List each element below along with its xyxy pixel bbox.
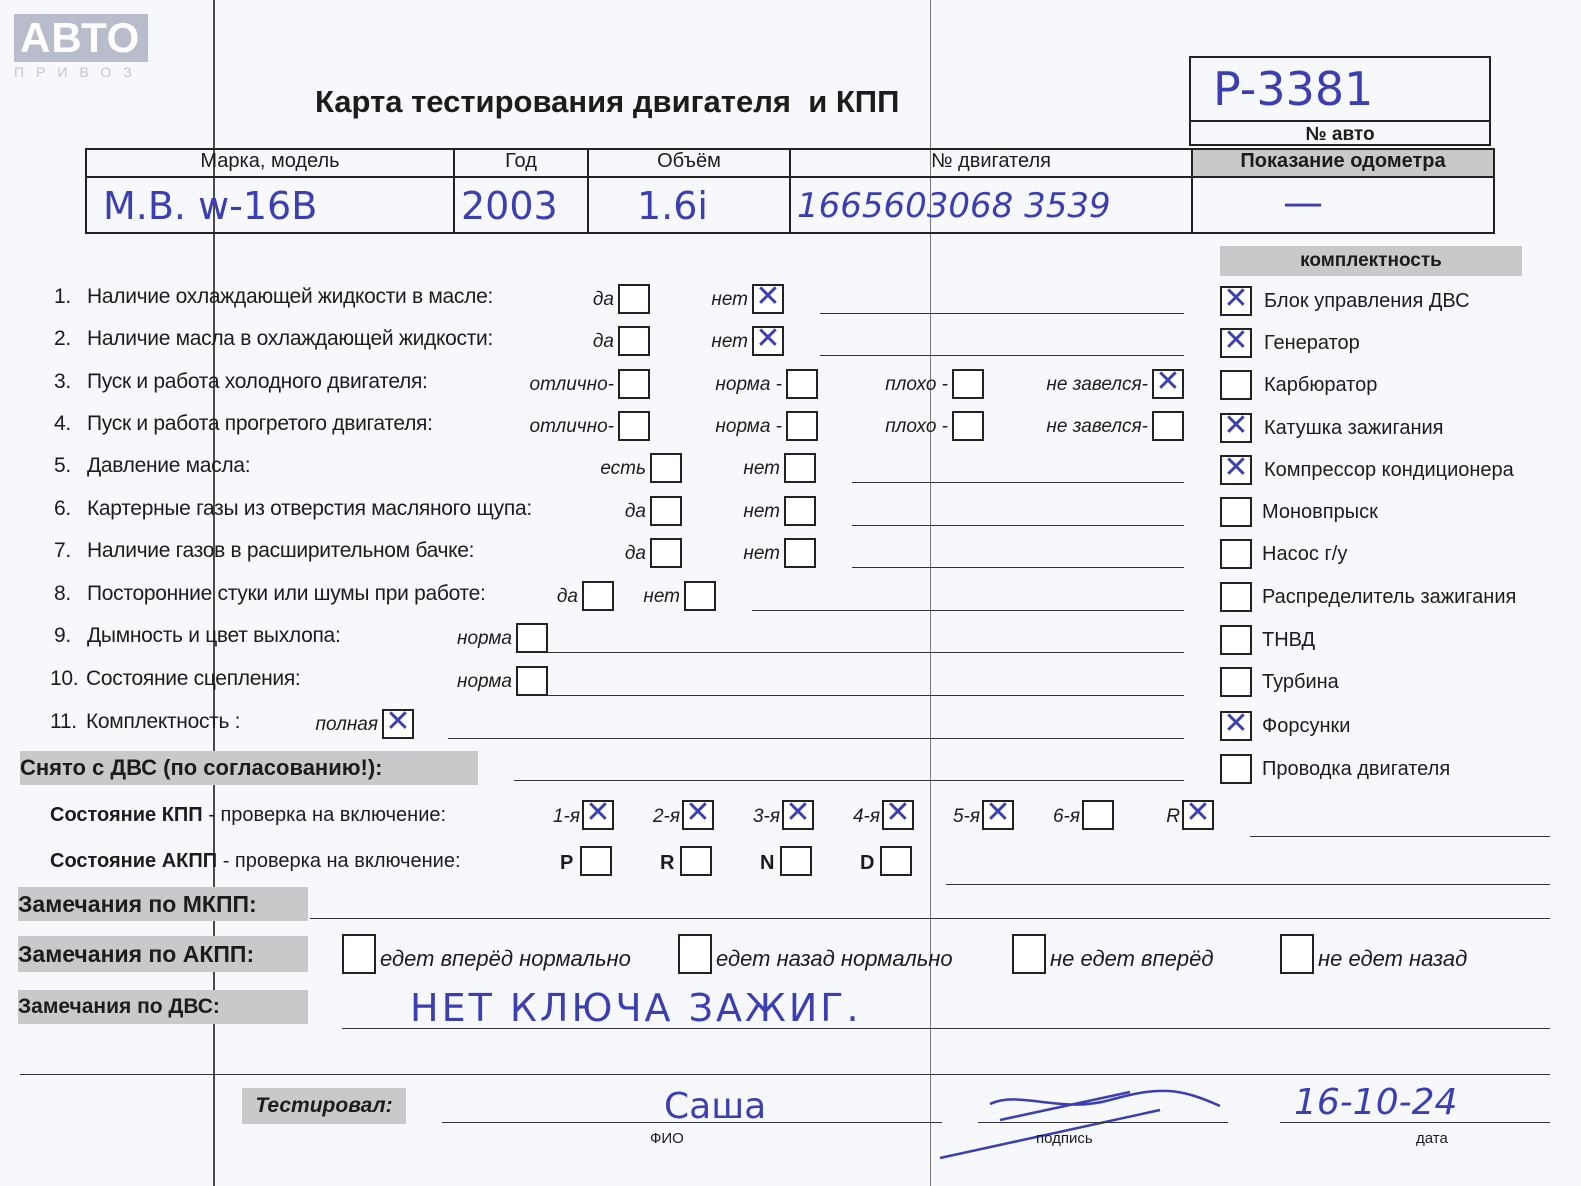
remarks-extra-line — [20, 1074, 1550, 1075]
completeness-checkbox[interactable] — [1220, 370, 1252, 400]
col-volume-header: Объём — [657, 150, 721, 172]
page-title: Карта тестирования двигателя и КПП — [315, 84, 900, 119]
option-label: норма - — [715, 374, 782, 395]
question-text: Состояние сцепления: — [86, 667, 301, 690]
gear-label: 2-я — [652, 806, 680, 827]
question-text: Пуск и работа прогретого двигателя: — [87, 412, 433, 435]
completeness-checkbox-check-mark: ✕ — [1223, 281, 1249, 316]
answer-line — [548, 695, 1184, 696]
akpp-mode-checkbox[interactable] — [580, 846, 612, 876]
col-odometer-header: Показание одометра — [1240, 150, 1446, 172]
gear-label: 6-я — [1052, 806, 1080, 827]
akpp-label — [50, 850, 461, 873]
logo-subtext: ПРИВОЗ — [14, 64, 144, 80]
option-label: нет — [711, 331, 748, 352]
answer-line — [548, 652, 1184, 653]
akpp-remark-label: не едет вперёд — [1050, 946, 1214, 971]
completeness-item-label: Проводка двигателя — [1262, 758, 1451, 780]
option-label: норма - — [715, 416, 782, 437]
completeness-item-label: Генератор — [1264, 332, 1360, 354]
make-value: M.B. w-16B — [103, 184, 318, 228]
gear-checkbox-check-mark: ✕ — [1185, 795, 1211, 830]
option-checkbox-check-mark: ✕ — [1155, 364, 1181, 399]
gear-label: 4-я — [852, 806, 880, 827]
option-label: нет — [743, 458, 780, 479]
year-value: 2003 — [461, 184, 558, 228]
gear-label: 5-я — [952, 806, 980, 827]
question-text: Комплектность : — [86, 710, 241, 733]
option-label: да — [592, 331, 614, 352]
akpp-remark-checkbox[interactable] — [1280, 934, 1314, 974]
kpp-label — [50, 804, 446, 827]
question-text: Наличие охлаждающей жидкости в масле: — [87, 285, 493, 308]
date-line — [1280, 1122, 1550, 1123]
gear-label: R — [1166, 806, 1180, 827]
col-make-header: Марка, модель — [200, 150, 340, 172]
removed-label: Снято с ДВС (по согласованию!): — [20, 751, 478, 785]
completeness-checkbox[interactable] — [1220, 754, 1252, 784]
question-number: 1. — [54, 285, 71, 308]
logo-text: АВТО — [14, 14, 148, 62]
answer-line — [852, 482, 1184, 483]
answer-line — [852, 525, 1184, 526]
akpp-mode-checkbox[interactable] — [780, 846, 812, 876]
question-text: Дымность и цвет выхлопа: — [87, 624, 341, 647]
question-number: 5. — [54, 454, 71, 477]
completeness-item-label: Форсунки — [1262, 715, 1351, 737]
gear-label: 3-я — [752, 806, 780, 827]
option-checkbox-check-mark: ✕ — [385, 704, 411, 739]
completeness-checkbox[interactable] — [1220, 497, 1252, 527]
question-number: 4. — [54, 412, 71, 435]
akpp-mode-label: P — [560, 852, 574, 874]
answer-line — [752, 610, 1184, 611]
option-label: нет — [743, 543, 780, 564]
completeness-checkbox[interactable] — [1220, 539, 1252, 569]
volume-value: 1.6i — [637, 184, 708, 228]
remarks-akpp-label: Замечания по АКПП: — [18, 936, 308, 972]
option-checkbox[interactable] — [952, 411, 984, 441]
option-checkbox[interactable] — [516, 666, 548, 696]
option-label: нет — [743, 501, 780, 522]
completeness-item-label: Катушка зажигания — [1264, 417, 1444, 439]
completeness-title: комплектность — [1220, 246, 1522, 276]
option-label: не завелся- — [1046, 374, 1148, 395]
kpp-label-bold: Состояние КПП — [50, 804, 203, 826]
remarks-dvs-label: Замечания по ДВС: — [18, 990, 308, 1024]
option-label: да — [592, 289, 614, 310]
remarks-dvs-line — [342, 1028, 1550, 1029]
gear-checkbox-check-mark: ✕ — [685, 795, 711, 830]
card-number-divider — [1191, 120, 1489, 122]
akpp-line — [946, 884, 1550, 885]
option-label: отлично- — [529, 374, 614, 395]
question-number: 9. — [54, 624, 71, 647]
removed-line — [514, 780, 1184, 781]
logo — [14, 14, 148, 80]
card-number-box — [1189, 56, 1491, 146]
option-label: полная — [315, 714, 378, 735]
sign-caption: подпись — [1036, 1130, 1093, 1147]
completeness-checkbox-check-mark: ✕ — [1223, 706, 1249, 741]
signature — [930, 1080, 1230, 1160]
option-label: плохо - — [885, 374, 948, 395]
answer-line — [820, 355, 1184, 356]
akpp-remark-label: не едет назад — [1318, 946, 1468, 971]
completeness-item-label: ТНВД — [1262, 629, 1316, 651]
completeness-checkbox-check-mark: ✕ — [1223, 450, 1249, 485]
option-label: отлично- — [529, 416, 614, 437]
question-text: Посторонние стуки или шумы при работе: — [87, 582, 486, 605]
question-number: 2. — [54, 327, 71, 350]
gear-checkbox[interactable] — [1082, 800, 1114, 830]
akpp-remark-checkbox[interactable] — [678, 934, 712, 974]
completeness-item-label: Насос г/у — [1262, 543, 1348, 565]
completeness-item-label: Блок управления ДВС — [1264, 290, 1470, 312]
option-checkbox[interactable] — [784, 496, 816, 526]
gear-checkbox-check-mark: ✕ — [785, 795, 811, 830]
akpp-remark-label: едет вперёд нормально — [380, 946, 631, 971]
question-number: 6. — [54, 497, 71, 520]
completeness-checkbox[interactable] — [1220, 667, 1252, 697]
option-label: норма — [457, 671, 512, 692]
akpp-mode-label: D — [860, 852, 875, 874]
option-label: да — [624, 501, 646, 522]
completeness-item-label: Карбюратор — [1264, 374, 1378, 396]
question-text: Наличие газов в расширительном бачке: — [87, 539, 475, 562]
completeness-checkbox-check-mark: ✕ — [1223, 323, 1249, 358]
completeness-item-label: Моновпрыск — [1262, 501, 1378, 523]
completeness-item-label: Компрессор кондиционера — [1264, 459, 1514, 481]
question-number: 7. — [54, 539, 71, 562]
gear-checkbox-check-mark: ✕ — [885, 795, 911, 830]
completeness-item-label: Турбина — [1262, 671, 1339, 693]
card-number: P-3381 — [1213, 62, 1374, 116]
akpp-remark-label: едет назад нормально — [716, 946, 953, 971]
akpp-remark-checkbox[interactable] — [342, 934, 376, 974]
option-checkbox[interactable] — [784, 453, 816, 483]
akpp-label-rest: - проверка на включение: — [217, 850, 461, 872]
answer-line — [448, 738, 1184, 739]
question-number: 3. — [54, 370, 71, 393]
akpp-mode-checkbox[interactable] — [880, 846, 912, 876]
akpp-mode-label: N — [760, 852, 775, 874]
option-checkbox[interactable] — [684, 581, 716, 611]
answer-line — [820, 313, 1184, 314]
option-checkbox[interactable] — [1152, 411, 1184, 441]
akpp-mode-checkbox[interactable] — [680, 846, 712, 876]
option-label: нет — [643, 586, 680, 607]
card-number-label: № авто — [1305, 124, 1375, 145]
gear-checkbox-check-mark: ✕ — [585, 795, 611, 830]
remarks-mkpp-line — [310, 918, 1550, 919]
option-checkbox-check-mark: ✕ — [755, 279, 781, 314]
remarks-mkpp-label: Замечания по МКПП: — [18, 887, 308, 921]
question-number: 10. — [50, 667, 79, 690]
akpp-remark-checkbox[interactable] — [1012, 934, 1046, 974]
name-caption: ФИО — [650, 1130, 684, 1147]
question-text: Картерные газы из отверстия масляного щупа: — [87, 497, 532, 520]
question-number: 8. — [54, 582, 71, 605]
option-label: да — [556, 586, 578, 607]
date-caption: дата — [1416, 1130, 1448, 1147]
gear-checkbox-check-mark: ✕ — [985, 795, 1011, 830]
name-line — [442, 1122, 942, 1123]
option-label: есть — [600, 458, 646, 479]
tested-name: Саша — [664, 1086, 767, 1127]
option-label: нет — [711, 289, 748, 310]
question-text: Давление масла: — [87, 454, 251, 477]
option-checkbox[interactable] — [516, 623, 548, 653]
header-table — [85, 148, 1495, 234]
gear-label: 1-я — [552, 806, 580, 827]
answer-line — [852, 567, 1184, 568]
sign-line — [978, 1122, 1228, 1123]
odometer-value: — — [1283, 180, 1323, 226]
akpp-mode-label: R — [660, 852, 675, 874]
col-year-header: Год — [505, 150, 537, 172]
question-text: Наличие масла в охлаждающей жидкости: — [87, 327, 493, 350]
kpp-line — [1250, 836, 1550, 837]
completeness-checkbox[interactable] — [1220, 625, 1252, 655]
col-engine-no-header: № двигателя — [931, 150, 1051, 172]
option-label: не завелся- — [1046, 416, 1148, 437]
question-text: Пуск и работа холодного двигателя: — [87, 370, 428, 393]
completeness-checkbox[interactable] — [1220, 582, 1252, 612]
option-label: норма — [457, 628, 512, 649]
completeness-item-label: Распределитель зажигания — [1262, 586, 1517, 608]
engine-no-value: 1665603068 3539 — [797, 186, 1111, 226]
tested-date: 16-10-24 — [1294, 1082, 1458, 1123]
tested-label: Тестировал: — [242, 1088, 406, 1124]
kpp-label-rest: - проверка на включение: — [202, 804, 447, 826]
option-checkbox-check-mark: ✕ — [755, 321, 781, 356]
akpp-label-bold: Состояние АКПП — [50, 850, 218, 872]
option-checkbox[interactable] — [952, 369, 984, 399]
option-checkbox[interactable] — [784, 538, 816, 568]
question-number: 11. — [50, 710, 77, 733]
remarks-dvs-value: НЕТ КЛЮЧА ЗАЖИГ. — [410, 986, 862, 1030]
option-label: да — [624, 543, 646, 564]
option-label: плохо - — [885, 416, 948, 437]
completeness-checkbox-check-mark: ✕ — [1223, 408, 1249, 443]
